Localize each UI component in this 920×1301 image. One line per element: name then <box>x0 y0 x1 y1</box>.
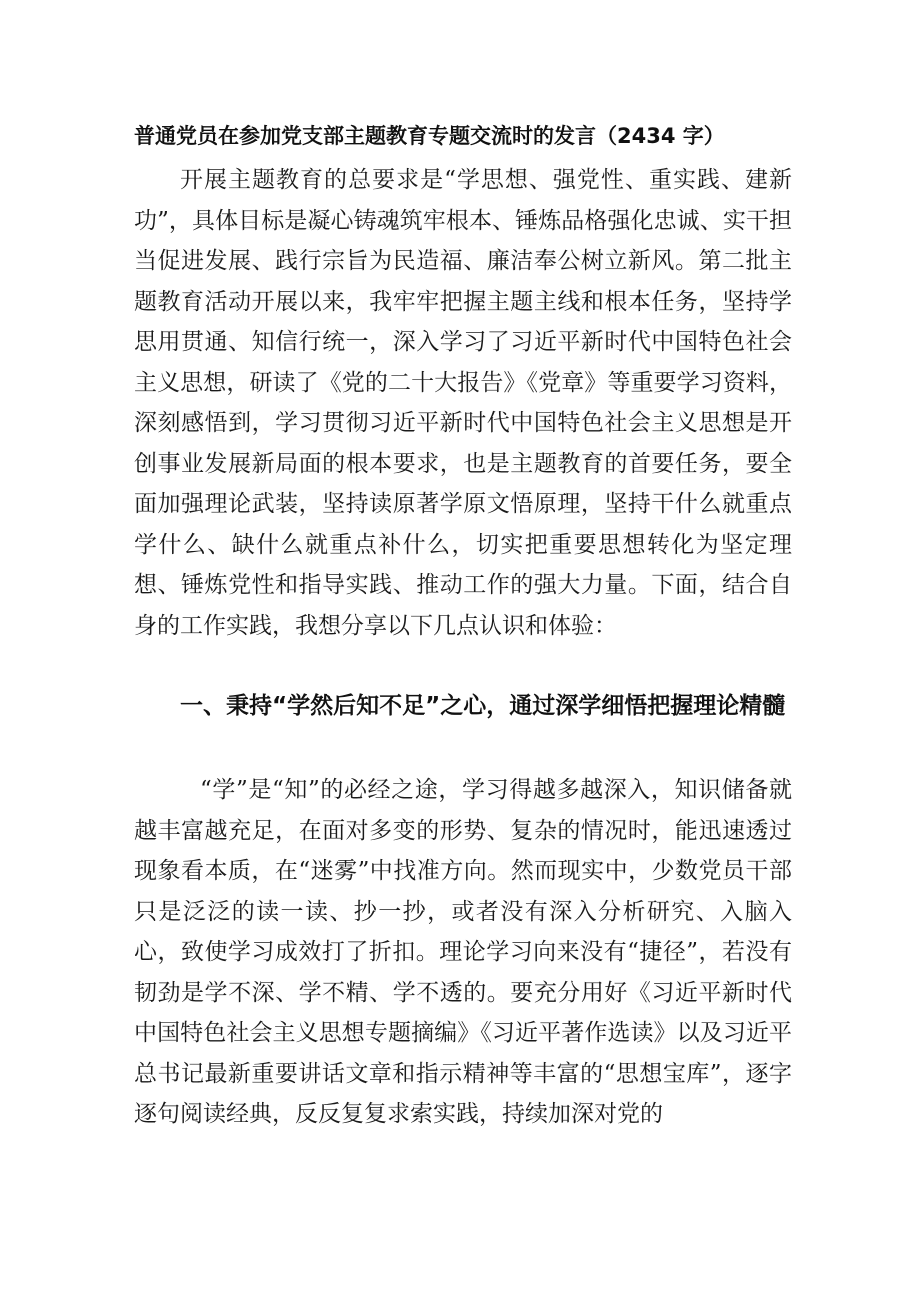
section-heading: 一、秉持“学然后知不足”之心，通过深学细悟把握理论精髓 <box>180 693 786 719</box>
section-paragraph: “学”是“知”的必经之途，学习得越多越深入，知识储备就越丰富越充足，在面对多变的形势、复杂的情况时，能迅速透过现象看本质，在“迷雾”中找准方向。然而现实中，少数党员干部只是泛泛的读一读、抄一抄，或者没有深入分析研究、入脑入心，致使学习成效打了折扣。理论学习向来没有“捷径”，若没有韧劲是学不深、学不精、学不透的。要充分用好《习近平新时代中国特色社会主义思想专题摘编》《习近平著作选读》以及习近平总书记最新重要讲话文章和指示精神等丰富的“思想宝库”，逐字逐句阅读经典，反反复复求索实践，持续加深对党的 <box>134 777 792 1127</box>
intro-paragraph: 开展主题教育的总要求是“学思想、强党性、重实践、建新功”，具体目标是凝心铸魂筑牢根本、锤炼品格强化忠诚、实干担当促进发展、践行宗旨为民造福、廉洁奉公树立新风。第二批主题教育活动开展以来，我牢牢把握主题主线和根本任务，坚持学思用贯通、知信行统一，深入学习了习近平新时代中国特色社会主义思想，研读了《党的二十大报告》《党章》等重要学习资料，深刻感悟到，学习贯彻习近平新时代中国特色社会主义思想是开创事业发展新局面的根本要求，也是主题教育的首要任务，要全面加强理论武装，坚持读原著学原文悟原理，坚持干什么就重点学什么、缺什么就重点补什么，切实把重要思想转化为坚定理想、锤炼党性和指导实践、推动工作的强大力量。下面，结合自身的工作实践，我想分享以下几点认识和体验： <box>134 167 792 639</box>
document-title: 普通党员在参加党支部主题教育专题交流时的发言（2434 字） <box>134 124 725 148</box>
